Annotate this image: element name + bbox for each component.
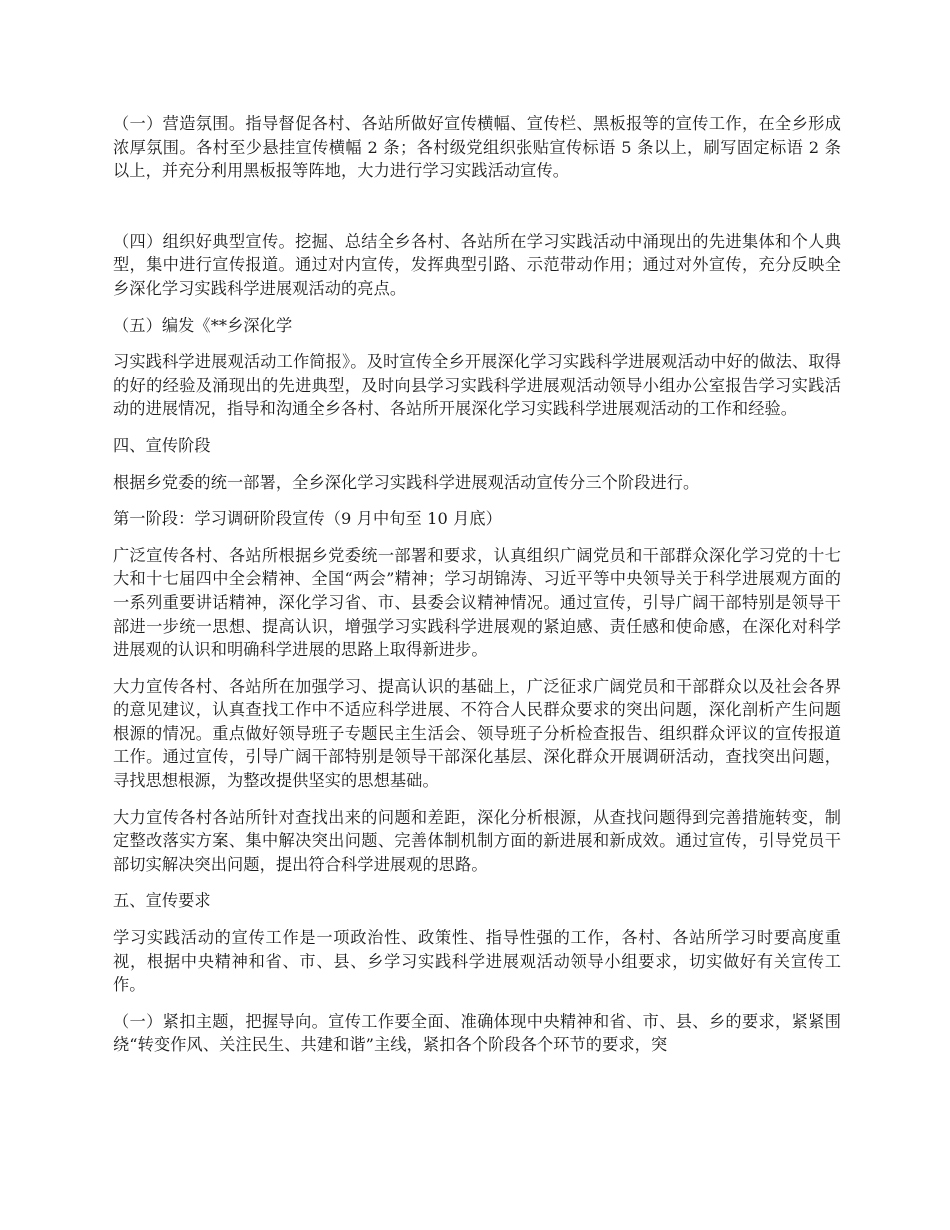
paragraph-gap [113,183,841,230]
stage-one-heading: 第一阶段：学习调研阶段宣传（9 月中旬至 10 月底） [113,509,502,529]
paragraph-gap [113,421,841,434]
paragraph-opinion-collection: 大力宣传各村、各站所在加强学习、提高认识的基础上，广泛征求广阔党员和干部群众以及社会各界的意见建议，认真查找工作中不适应科学进展、不符合人民群众要求的突出问题，深化剖析产生问题根源的情况。重点做好领导班子专题民主生活会、领导班子分析检查报告、组织群众评议的宣传报道工作。通过宣传，引导广阔干部特别是领导干部深化基层、深化群众开展调研活动，查找突出问题，寻找思想根源，为整改提供坚实的思想基础。 [113,676,841,791]
section-heading-publicity-requirements: 五、宣传要求 [113,891,211,911]
document-body [113,112,841,1057]
paragraph-gap [113,301,841,314]
paragraph-create-atmosphere: （一）营造氛围。指导督促各村、各站所做好宣传横幅、宣传栏、黑板报等的宣传工作，在全乡形成浓厚氛围。各村至少悬挂宣传横幅 2 条；各村级党组织张贴宣传标语 5 条以上，刷写固定标语 2 条以上，并充分利用黑板报等阵地，大力进行学习实践活动宣传。 [113,114,841,181]
paragraph-gap [113,997,841,1010]
paragraph-theme-guidance: （一）紧扣主题，把握导向。宣传工作要全面、准确体现中央精神和省、市、县、乡的要求，紧紧围绕“转变作风、关注民生、共建和谐”主线，紧扣各个阶段各个环节的要求，突 [113,1011,841,1055]
paragraph-bulletin-heading: （五）编发《**乡深化学 [113,315,293,335]
paragraph-study-publicity: 广泛宣传各村、各站所根据乡党委统一部署和要求，认真组织广阔党员和干部群众深化学习党的十七大和十七届四中全会精神、全国“两会”精神；学习胡锦涛、习近平等中央领导关于科学进展观方面的一系列重要讲话精神，深化学习省、市、县委会议精神情况。通过宣传，引导广阔干部特别是领导干部进一步统一思想、提高认识，增强学习实践科学进展观的紧迫感、责任感和使命感，在深化对科学进展观的认识和明确科学进展的思路上取得新进步。 [113,545,841,660]
paragraph-gap [113,531,841,544]
paragraph-gap [113,337,841,350]
paragraph-gap [113,876,841,889]
paragraph-gap [113,458,841,471]
section-heading-publicity-stages: 四、宣传阶段 [113,435,211,455]
paragraph-three-stages: 根据乡党委的统一部署，全乡深化学习实践科学进展观活动宣传分三个阶段进行。 [113,472,700,492]
paragraph-gap [113,494,841,507]
paragraph-requirements-intro: 学习实践活动的宣传工作是一项政治性、政策性、指导性强的工作，各村、各站所学习时要高度重视，根据中央精神和省、市、县、乡学习实践科学进展观活动领导小组要求，切实做好有关宣传工作。 [113,928,841,995]
paragraph-bulletin-body: 习实践科学进展观活动工作简报》。及时宣传全乡开展深化学习实践科学进展观活动中好的做法、取得的好的经验及涌现出的先进典型，及时向县学习实践科学进展观活动领导小组办公室报告学习实践活动的进展情况，指导和沟通全乡各村、各站所开展深化学习实践科学进展观活动的工作和经验。 [113,352,841,419]
paragraph-gap [113,662,841,675]
paragraph-rectification: 大力宣传各村各站所针对查找出来的问题和差距，深化分析根源，从查找问题得到完善措施转变，制定整改落实方案、集中解决突出问题、完善体制机制方面的新进展和新成效。通过宣传，引导党员干部切实解决突出问题，提出符合科学进展观的思路。 [113,807,841,874]
paragraph-gap [113,793,841,806]
paragraph-typical-publicity: （四）组织好典型宣传。挖掘、总结全乡各村、各站所在学习实践活动中涌现出的先进集体和个人典型，集中进行宣传报道。通过对内宣传，发挥典型引路、示范带动作用；通过对外宣传，充分反映全乡深化学习实践科学进展观活动的亮点。 [113,231,841,298]
paragraph-gap [113,913,841,926]
